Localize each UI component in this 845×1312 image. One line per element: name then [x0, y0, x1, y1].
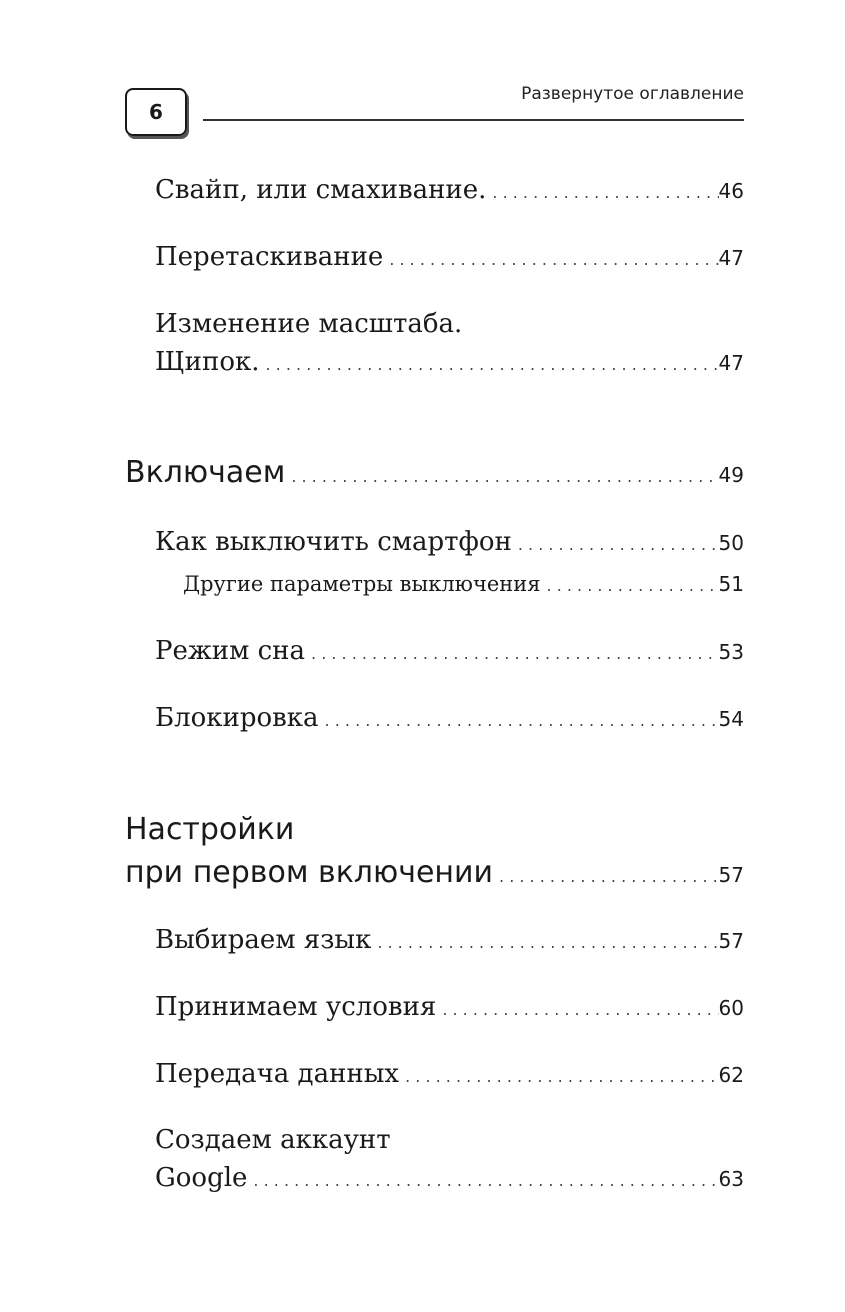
- toc-page-number: 53: [718, 640, 744, 664]
- toc-leader-dots: [442, 1000, 718, 1019]
- toc-leader-dots: [266, 355, 719, 374]
- toc-entry[interactable]: [155, 992, 744, 1022]
- toc-entry[interactable]: [155, 636, 744, 666]
- toc-page-number: 60: [718, 996, 744, 1020]
- toc-page-number: 57: [718, 863, 744, 887]
- toc-entry[interactable]: [155, 703, 744, 733]
- toc-chapter[interactable]: [125, 455, 744, 490]
- toc-entry-title: Свайп, или смахивание.: [155, 175, 487, 205]
- toc-chapter[interactable]: [125, 855, 744, 890]
- toc-entry[interactable]: [155, 242, 744, 272]
- toc-entry[interactable]: [155, 527, 744, 557]
- toc-subentry[interactable]: [183, 572, 744, 596]
- toc-entry[interactable]: [155, 347, 744, 377]
- toc-chapter-title: Включаем: [125, 455, 286, 490]
- toc-page-number: 57: [718, 929, 744, 953]
- toc-entry-title: Выбираем язык: [155, 925, 372, 955]
- toc-leader-dots: [389, 250, 718, 269]
- running-head: Развернутое оглавление: [521, 84, 744, 104]
- toc-chapter-title: при первом включении: [125, 855, 494, 890]
- toc-entry-title-line1: Создаем аккаунт: [155, 1125, 391, 1155]
- toc-entry-title: Принимаем условия: [155, 992, 437, 1022]
- toc-page-number: 63: [718, 1167, 744, 1191]
- toc-leader-dots: [377, 933, 718, 952]
- toc-entry-title: Режим сна: [155, 636, 306, 666]
- toc-chapter-title-line1: Настройки: [125, 812, 295, 847]
- toc-leader-dots: [499, 867, 719, 886]
- toc-leader-dots: [492, 183, 718, 202]
- toc-leader-dots: [311, 644, 719, 663]
- toc-page-number: 54: [718, 707, 744, 731]
- toc-entry[interactable]: [155, 1059, 744, 1089]
- toc-entry-title-line1: Изменение масштаба.: [155, 309, 463, 339]
- toc-entry-title: Блокировка: [155, 703, 319, 733]
- toc-page-number: 50: [718, 531, 744, 555]
- toc-leader-dots: [405, 1067, 718, 1086]
- toc-entry-title: Передача данных: [155, 1059, 400, 1089]
- page-number-badge: 6: [125, 88, 187, 136]
- toc-leader-dots: [518, 535, 719, 554]
- toc-page-number: 46: [718, 179, 744, 203]
- toc-entry-title: Как выключить смартфон: [155, 527, 512, 557]
- toc-leader-dots: [547, 576, 719, 595]
- toc-page-number: 49: [718, 463, 744, 487]
- toc-entry-title: Перетаскивание: [155, 242, 384, 272]
- toc-entry-title: Щипок.: [155, 347, 260, 377]
- header-rule: [203, 119, 744, 121]
- toc-entry-title: Google: [155, 1163, 248, 1193]
- toc-page-number: 47: [718, 351, 744, 375]
- toc-entry[interactable]: [155, 1163, 744, 1193]
- toc-page-number: 62: [718, 1063, 744, 1087]
- toc-leader-dots: [325, 711, 719, 730]
- toc-leader-dots: [291, 467, 718, 486]
- toc-leader-dots: [253, 1171, 718, 1190]
- toc-subentry-title: Другие параметры выключения: [183, 572, 541, 596]
- toc-entry[interactable]: [155, 175, 744, 205]
- toc-page-number: 47: [718, 246, 744, 270]
- toc-page-number: 51: [718, 572, 744, 596]
- toc-entry[interactable]: [155, 925, 744, 955]
